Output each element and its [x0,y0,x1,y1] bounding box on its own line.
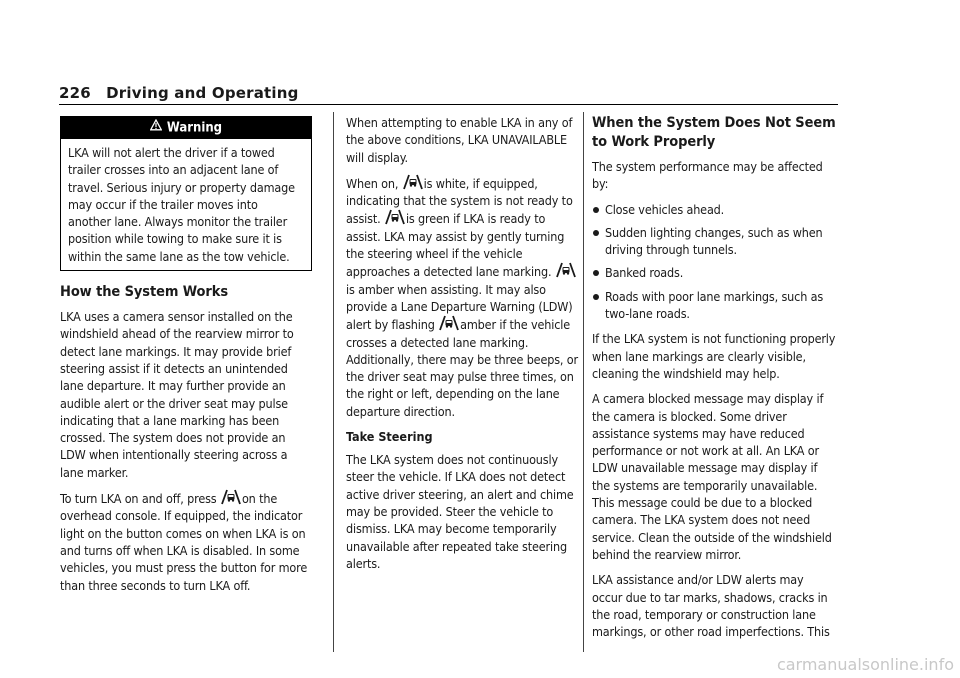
column-3 [592,114,836,648]
lane-keep-assist-icon [221,489,241,505]
page-number: 226 [59,84,91,102]
col2-paragraph-3: The LKA system does not continuously steer the vehicle. If LKA does not detect active driver steering, an alert and chime may be provided. Steer the vehicle to dismiss. LKA may become temporarily unavailable after repeated take steering alerts. [346,452,574,571]
list-item: Banked roads. [592,264,836,281]
take-steering-heading: Take Steering [346,429,433,445]
lane-keep-assist-icon [556,262,576,278]
bullet-icon [593,230,599,236]
col3-intro: The system performance may be affected by: [592,159,823,192]
col2-paragraph-1: When attempting to enable LKA in any of the above conditions, LKA UNAVAILABLE will display. [346,115,573,165]
warning-body [61,139,311,270]
how-works-paragraph-2: To turn LKA on and off, press on the overhead console. If equipped, the indicator light on the button comes on when LKA is on and turns off when LKA is disabled. In some vehicles, you must press the button for more than three seconds to turn LKA off. [60,491,308,593]
column-divider-left [333,112,334,652]
list-item: Close vehicles ahead. [592,201,836,218]
section-title: Driving and Operating [106,84,299,102]
watermark: carmanualsonline.info [776,655,954,674]
col2-paragraph-2: When on, is white, if equipped, indicating that the system is not ready to assist. is green if LKA is ready to assist. LKA may assist by gently turning the steering wheel if the vehicle approaches a detected lane marking. is amber when assisting. It may also provide a Lane Departure Warning (LDW) alert by flashing amber if the vehicle crosses a detected lane marking. Additionally, there may be three beeps, or the driver seat may pulse three times, on the right or left, depending on the lane departure direction. [346,175,578,419]
bullet-icon [593,294,599,300]
bullet-icon [593,270,599,276]
bullet-list [592,201,836,323]
column-divider-right [583,112,584,652]
warning-triangle-icon [150,117,162,139]
page-header [59,84,838,105]
how-works-heading: How the System Works [60,284,228,301]
lane-keep-assist-icon [403,174,423,190]
not-working-heading: When the System Does Not Seem to Work Properly [592,115,836,150]
column-2 [346,114,578,580]
column-1 [60,114,312,602]
list-item: Roads with poor lane markings, such as two-lane roads. [592,288,836,323]
warning-title: Warning [166,120,223,136]
list-item: Sudden lighting changes, such as when driving through tunnels. [592,224,836,259]
col3-paragraph-2: A camera blocked message may display if the camera is blocked. Some driver assistance systems may have reduced performance or not work at all. An LKA or LDW unavailable message may display if the systems are temporarily unavailable. This message could be due to a blocked camera. The LKA system does not need service. Clean the outside of the windshield behind the rearview mirror. [592,391,832,562]
lane-keep-assist-icon [439,315,459,331]
col3-paragraph-1: If the LKA system is not functioning properly when lane markings are clearly visible, cleaning the windshield may help. [592,331,836,381]
warning-box [60,116,312,271]
col3-paragraph-3: LKA assistance and/or LDW alerts may occur due to tar marks, shadows, cracks in the road, temporary or construction lane markings, or other road imperfections. This [592,572,830,640]
lane-keep-assist-icon [385,209,405,225]
how-works-paragraph-1: LKA uses a camera sensor installed on the windshield ahead of the rearview mirror to detect lane markings. It may provide brief steering assist if it detects an unintended lane departure. It may further provide an audible alert or the driver seat may pulse indicating that a lane marking has been crossed. The system does not provide an LDW when intentionally steering across a lane marker. [60,309,294,480]
bullet-icon [593,207,599,213]
warning-text: LKA will not alert the driver if a towed trailer crosses into an adjacent lane of travel. Serious injury or property damage may occur if the trailer moves into another lane. Always monitor the trailer position while towing to make sure it is within the same lane as the tow vehicle. [68,145,295,264]
warning-header [61,117,311,139]
